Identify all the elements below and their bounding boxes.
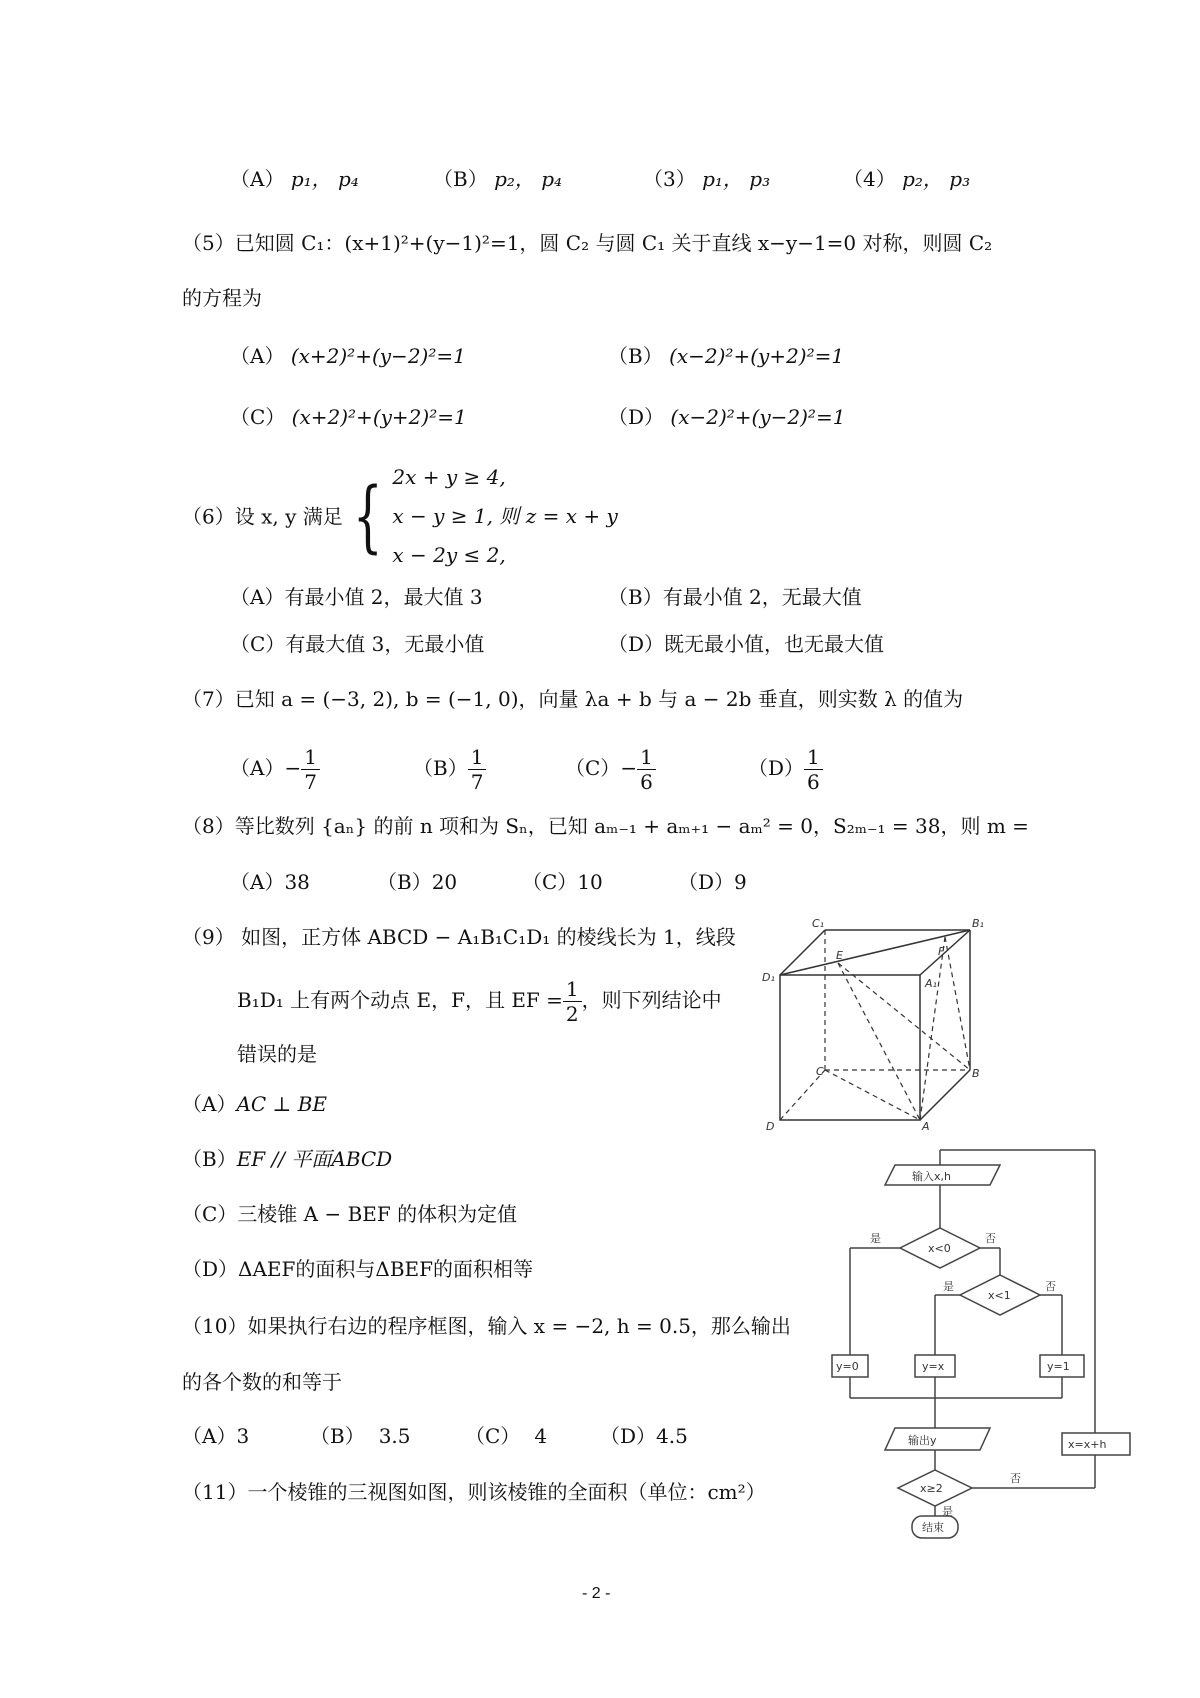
q4-option-b: [433, 165, 562, 193]
option-label: （C）: [465, 1424, 521, 1448]
option-text: 既无最小值，也无最大值: [664, 632, 885, 656]
label-a: A: [922, 1120, 930, 1133]
q10-line-2: 的各个数的和等于: [182, 1370, 342, 1394]
q5-stem: （5）已知圆 C₁：(x+1)²+(y−1)²=1，圆 C₂ 与圆 C₁ 关于直线 x−y−1=0 对称，则圆 C₂: [182, 231, 993, 255]
label-a1: A₁: [925, 977, 937, 990]
option-text: 38: [284, 870, 310, 894]
option-label: （A）: [230, 870, 285, 894]
label-e: E: [836, 949, 843, 962]
q6-option-c: [230, 630, 484, 658]
option-label: （A）: [230, 167, 285, 191]
q6-prefix: （6）设 x, y 满足: [182, 504, 343, 529]
label-d: D: [766, 1120, 775, 1133]
flow-b1-text: y=0: [836, 1360, 859, 1373]
option-label: （B）: [608, 585, 663, 609]
option-text: 三棱锥 A − BEF 的体积为定值: [237, 1202, 518, 1226]
option-text: ΔAEF的面积与ΔBEF的面积相等: [238, 1257, 534, 1281]
option-label: （A）: [182, 1092, 237, 1116]
numerator: 1: [637, 745, 656, 770]
q10-option-d: [600, 1422, 688, 1450]
denominator: 2: [565, 1002, 579, 1026]
q8-option-d: [678, 868, 747, 896]
denominator: 7: [304, 770, 317, 794]
option-text: 4: [534, 1424, 548, 1448]
q6-option-b: [608, 583, 862, 611]
option-label: （D）: [600, 1424, 657, 1448]
option-text: 4.5: [656, 1424, 688, 1448]
option-label: （D）: [182, 1257, 239, 1281]
sign: −: [620, 756, 638, 780]
option-label: （D）: [608, 405, 665, 429]
option-label: （C）: [230, 632, 286, 656]
option-text: 有最小值 2，最大值 3: [284, 585, 483, 609]
option-label: （B）: [182, 1147, 237, 1171]
flow-no3-text: 否: [1010, 1472, 1021, 1485]
numerator: 1: [468, 745, 487, 770]
q7-option-c: [565, 738, 656, 798]
q6-option-d: [608, 630, 884, 658]
option-label: （D）: [678, 870, 735, 894]
option-label: （4）: [843, 167, 896, 191]
output-box: [885, 1428, 990, 1450]
option-text: p₂， p₄: [494, 167, 563, 191]
label-b1: B₁: [972, 917, 984, 930]
label-c1: C₁: [812, 917, 825, 930]
q5-option-c: [230, 403, 467, 431]
option-text: AC ⊥ BE: [236, 1092, 328, 1116]
q9-line-2: [237, 970, 722, 1030]
denominator: 6: [807, 770, 820, 794]
q6-option-a: [230, 583, 483, 611]
option-label: （A）: [230, 344, 285, 368]
flow-output-text: 输出y: [908, 1434, 937, 1447]
denominator: 6: [640, 770, 653, 794]
option-text: 有最小值 2，无最大值: [662, 585, 862, 609]
label-f: F: [938, 945, 945, 958]
fraction: [301, 745, 320, 794]
option-label: （C）: [565, 756, 621, 780]
option-text: 3: [236, 1424, 250, 1448]
flow-yes1-text: 是: [870, 1232, 881, 1245]
flow-b2-text: y=x: [922, 1360, 945, 1373]
q5-option-a: [230, 342, 466, 370]
fraction: [468, 745, 487, 794]
flow-input-text: 输入x,h: [912, 1170, 951, 1183]
q9-line-2b: ，则下列结论中: [581, 988, 722, 1012]
flowchart-figure: [836, 1150, 1140, 1540]
option-label: （C）: [522, 870, 578, 894]
q7-stem: （7）已知 a = (−3, 2), b = (−1, 0)，向量 λa + b 与 a − 2b 垂直，则实数 λ 的值为: [182, 687, 964, 711]
numerator: 1: [301, 745, 320, 770]
q6-inequality-2: x − y ≥ 1, 则 z = x + y: [392, 504, 618, 528]
sign: −: [284, 756, 302, 780]
q9-option-d: [182, 1255, 533, 1283]
option-label: （B）: [310, 1424, 365, 1448]
q6-brace: {: [352, 471, 383, 562]
q7-option-d: [748, 738, 823, 798]
flow-yes2-text: 是: [943, 1280, 954, 1293]
q4-option-a: [230, 165, 359, 193]
flow-cond3-text: x≥2: [920, 1482, 943, 1495]
q8-option-b: [377, 868, 457, 896]
q9-option-a: [182, 1090, 327, 1118]
cube-figure: [760, 915, 990, 1135]
q10-option-b: [310, 1422, 411, 1450]
option-text: 10: [577, 870, 603, 894]
option-label: （D）: [608, 632, 665, 656]
option-label: （C）: [182, 1202, 238, 1226]
option-text: EF // 平面ABCD: [236, 1147, 393, 1171]
option-label: （B）: [413, 756, 468, 780]
option-text: (x+2)²+(y−2)²=1: [290, 344, 466, 368]
q5-option-d: [608, 403, 845, 431]
ef-fraction: [563, 977, 582, 1026]
q6-inequality-1: 2x + y ≥ 4,: [392, 465, 506, 489]
numerator: 1: [563, 977, 582, 1002]
q9-option-b: [182, 1145, 392, 1173]
flow-b3-text: y=1: [1047, 1360, 1070, 1373]
option-label: （A）: [230, 585, 285, 609]
flow-yes3-text: 是: [942, 1505, 953, 1518]
option-label: （B）: [433, 167, 488, 191]
flow-cond2-text: x<1: [988, 1289, 1011, 1302]
q10-line-1: （10）如果执行右边的程序框图，输入 x = −2, h = 0.5，那么输出: [182, 1314, 791, 1338]
q9-line-1: （9） 如图，正方体 ABCD − A₁B₁C₁D₁ 的棱线长为 1，线段: [182, 925, 736, 949]
option-label: （C）: [230, 405, 286, 429]
q7-option-b: [413, 738, 486, 798]
option-text: (x−2)²+(y−2)²=1: [670, 405, 846, 429]
q8-option-c: [522, 868, 603, 896]
flow-cond1-text: x<0: [928, 1242, 951, 1255]
label-d1: D₁: [762, 971, 775, 984]
label-c: C: [816, 1065, 824, 1078]
fraction: [637, 745, 656, 794]
option-label: （D）: [748, 756, 805, 780]
option-label: （B）: [608, 344, 663, 368]
option-text: (x−2)²+(y+2)²=1: [669, 344, 845, 368]
option-text: (x+2)²+(y+2)²=1: [291, 405, 467, 429]
q9-line-2a: B₁D₁ 上有两个动点 E，F，且 EF =: [237, 988, 563, 1012]
denominator: 7: [470, 770, 484, 794]
fraction: [804, 745, 823, 794]
q6-system: [392, 458, 617, 575]
option-label: （3）: [643, 167, 696, 191]
flow-end-text: 结束: [922, 1521, 944, 1534]
page-number: - 2 -: [582, 1585, 611, 1602]
q6-stem: [182, 455, 618, 577]
q8-stem: （8）等比数列 {aₙ} 的前 n 项和为 Sₙ，已知 aₘ₋₁ + aₘ₊₁ − aₘ² = 0，S₂ₘ₋₁ = 38，则 m =: [182, 814, 1029, 838]
q4-option-d: [843, 165, 970, 193]
label-b: B: [972, 1067, 980, 1080]
option-text: 有最大值 3，无最小值: [285, 632, 485, 656]
flow-no1-text: 否: [985, 1232, 996, 1245]
option-label: （A）: [230, 756, 285, 780]
option-label: （B）: [377, 870, 432, 894]
q9-option-c: [182, 1200, 517, 1228]
q7-option-a: [230, 738, 320, 798]
option-text: 20: [431, 870, 458, 894]
q10-option-c: [465, 1422, 547, 1450]
q8-option-a: [230, 868, 310, 896]
flow-no2-text: 否: [1045, 1280, 1056, 1293]
numerator: 1: [804, 745, 823, 770]
q4-option-c: [643, 165, 770, 193]
q5-stem-continued: 的方程为: [182, 286, 262, 310]
option-text: p₂， p₃: [902, 167, 971, 191]
option-label: （A）: [182, 1424, 237, 1448]
option-text: p₁， p₃: [702, 167, 771, 191]
q9-line-3: 错误的是: [237, 1042, 317, 1066]
option-text: 3.5: [378, 1424, 411, 1448]
q5-option-b: [608, 342, 844, 370]
option-text: 9: [734, 870, 747, 894]
flow-update-text: x=x+h: [1068, 1438, 1107, 1451]
q6-inequality-3: x − 2y ≤ 2,: [392, 543, 506, 567]
q11-stem: （11）一个棱锥的三视图如图，则该棱锥的全面积（单位：cm²）: [182, 1480, 766, 1504]
q10-option-a: [182, 1422, 249, 1450]
option-text: p₁， p₄: [290, 167, 359, 191]
cube-front-face: [780, 975, 920, 1120]
